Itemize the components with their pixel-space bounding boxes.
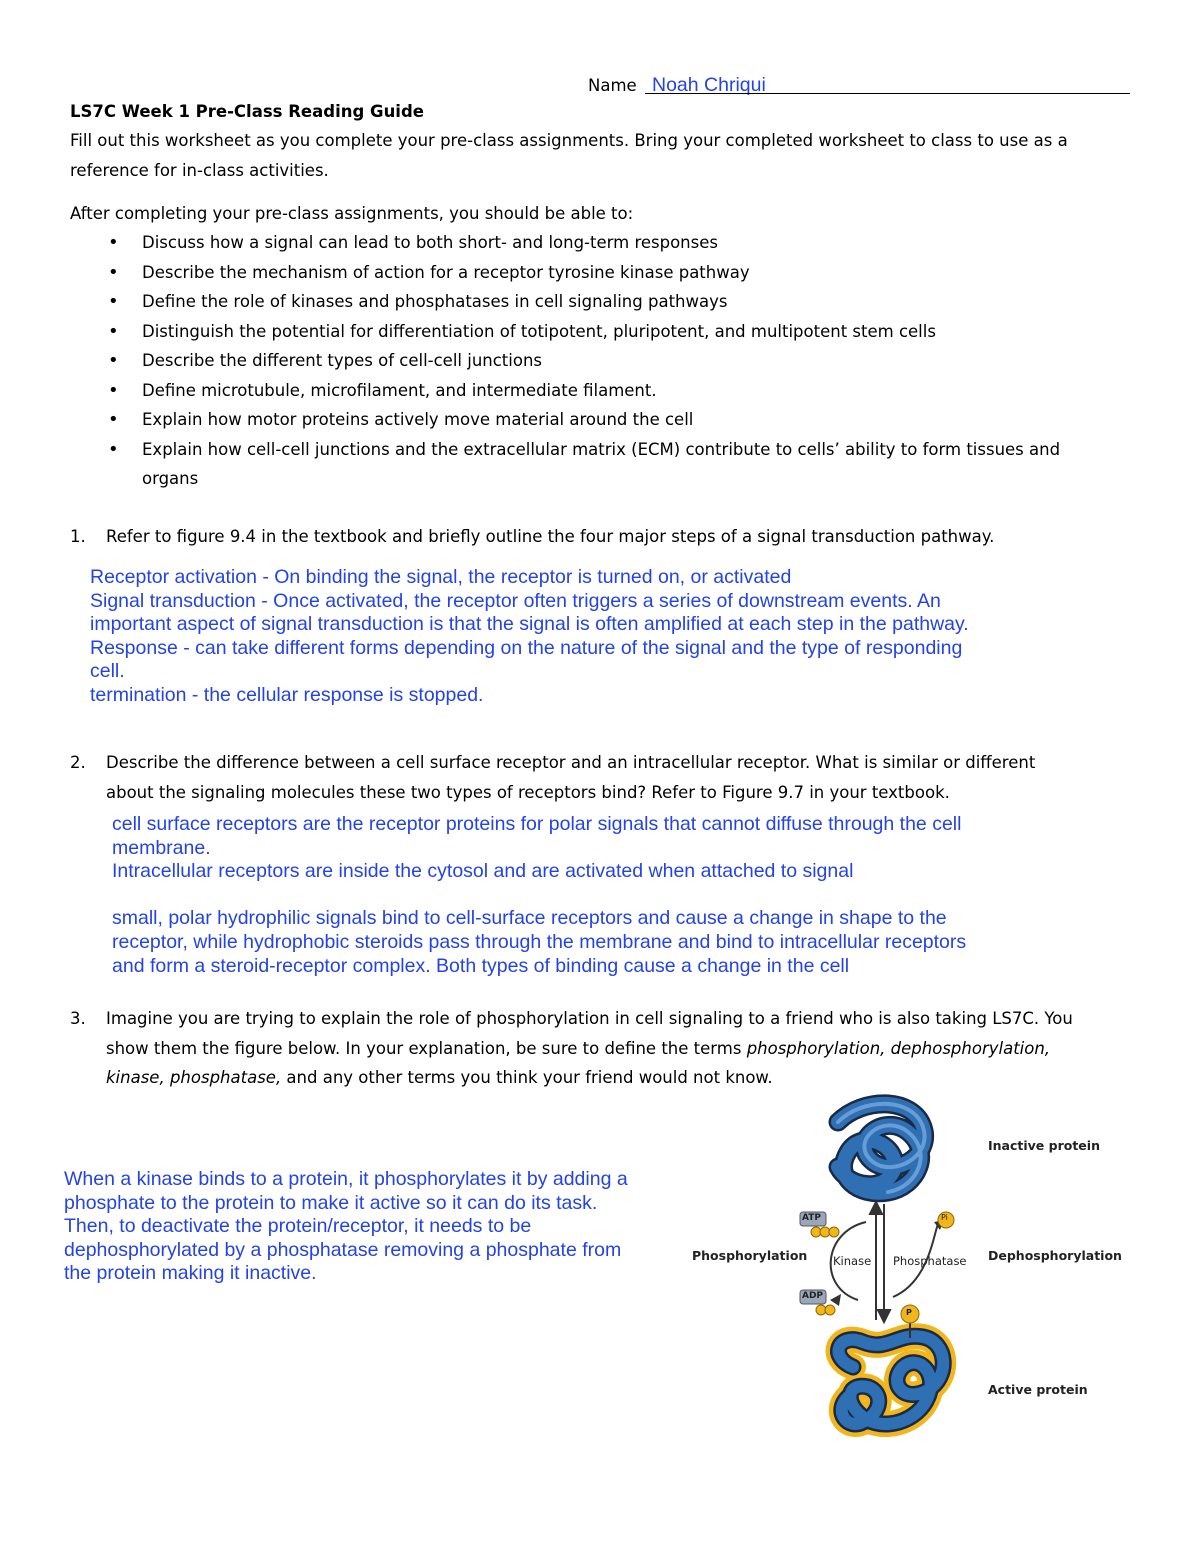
question-3-prompt-line2 xyxy=(106,1034,1150,1064)
question-1-prompt: Refer to figure 9.4 in the textbook and briefly outline the four major steps of a signal transduction pathway. xyxy=(106,527,995,546)
answer-2-line: membrane. xyxy=(112,836,211,859)
answer-2-line xyxy=(112,884,1072,908)
question-2-prompt-line2: about the signaling molecules these two types of receptors bind? Refer to Figure 9.7 in your textbook. xyxy=(106,782,950,802)
answer-2-line: receptor, while hydrophobic steroids pass through the membrane and bind to intracellular receptors xyxy=(112,930,967,953)
reaction-arrows-icon xyxy=(870,1202,890,1322)
question-2-prompt-line1: Describe the difference between a cell surface receptor and an intracellular receptor. What is similar or different xyxy=(106,753,1036,772)
objectives-list xyxy=(70,228,1130,494)
answer-1-line: Signal transduction - Once activated, the receptor often triggers a series of downstream events. An xyxy=(90,589,941,612)
question-3-prompt-line1: Imagine you are trying to explain the role of phosphorylation in cell signaling to a friend who is also taking LS7C. You xyxy=(106,1009,1073,1028)
q3-italic-terms: phosphorylation, dephosphorylation, xyxy=(746,1038,1051,1058)
objective-item: • Discuss how a signal can lead to both short- and long-term responses xyxy=(70,228,1130,258)
answer-3-line: phosphate to the protein to make it active so it can do its task. xyxy=(64,1191,598,1214)
question-2-number: 2. xyxy=(70,753,86,772)
adp-label: ADP xyxy=(802,1291,824,1301)
phosphorylation-label: Phosphorylation xyxy=(692,1248,808,1263)
kinase-label: Kinase xyxy=(833,1254,872,1268)
answer-2-line: and form a steroid-receptor complex. Both types of binding cause a change in the cell xyxy=(112,954,850,977)
q3-text: and any other terms you think your friend would not know. xyxy=(281,1068,773,1087)
answer-2-line: cell surface receptors are the receptor proteins for polar signals that cannot diffuse through the cell xyxy=(112,813,962,835)
objectives-lead: After completing your pre-class assignments, you should be able to: xyxy=(70,204,634,223)
objective-item: • Distinguish the potential for differentiation of totipotent, pluripotent, and multipotent stem cells xyxy=(70,317,1130,347)
answer-3-line: Then, to deactivate the protein/receptor, it needs to be xyxy=(64,1215,532,1238)
objective-item: • Define the role of kinases and phosphatases in cell signaling pathways xyxy=(70,287,1130,317)
answer-1-line: Receptor activation - On binding the signal, the receptor is turned on, or activated xyxy=(90,566,792,588)
q3-italic-terms: kinase, phosphatase, xyxy=(106,1068,282,1087)
inactive-protein-icon xyxy=(838,1104,925,1193)
objective-item: • Explain how cell-cell junctions and the extracellular matrix (ECM) contribute to cells’ ability to form tissues and organs xyxy=(70,435,1130,494)
answer-3-line: When a kinase binds to a protein, it phosphorylates it by adding a xyxy=(64,1168,628,1190)
p-label: P xyxy=(906,1308,912,1317)
q3-text: show them the figure below. In your explanation, be sure to define the terms xyxy=(106,1038,747,1058)
active-protein-icon xyxy=(839,1336,944,1424)
objective-item: • Define microtubule, microfilament, and intermediate filament. xyxy=(70,376,1130,406)
dephosphorylation-label: Dephosphorylation xyxy=(988,1248,1122,1263)
question-3-number: 3. xyxy=(70,1009,86,1028)
adp-arrowhead-icon xyxy=(830,1294,841,1306)
name-underline xyxy=(645,93,1130,94)
question-1 xyxy=(70,522,1140,552)
answer-3[interactable] xyxy=(64,1168,684,1286)
atp-label: ATP xyxy=(802,1213,822,1223)
intro-text: Fill out this worksheet as you complete your pre-class assignments. Bring your completed worksheet to class to use as a reference for in-class activities. xyxy=(70,131,1068,180)
answer-1-line: cell. xyxy=(90,660,125,683)
pi-label: Pi xyxy=(941,1213,948,1222)
objective-item: • Explain how motor proteins actively move material around the cell xyxy=(70,405,1130,435)
question-3-prompt-line3 xyxy=(106,1063,1150,1093)
question-1-number: 1. xyxy=(70,527,86,546)
page-title: LS7C Week 1 Pre-Class Reading Guide xyxy=(70,102,424,121)
answer-1-line: termination - the cellular response is stopped. xyxy=(90,683,484,706)
phosphatase-label: Phosphatase xyxy=(893,1254,967,1268)
question-2 xyxy=(70,748,1140,807)
inactive-protein-label: Inactive protein xyxy=(988,1138,1100,1153)
answer-1-line: Response - can take different forms depending on the nature of the signal and the type of responding xyxy=(90,636,963,659)
answer-2[interactable] xyxy=(112,813,1072,978)
answer-2-line: Intracellular receptors are inside the cytosol and are activated when attached to signal xyxy=(112,860,854,883)
name-label: Name xyxy=(588,76,637,95)
answer-3-line: the protein making it inactive. xyxy=(64,1262,317,1285)
active-protein-label: Active protein xyxy=(988,1382,1088,1397)
question-3 xyxy=(70,1004,1150,1093)
answer-2-line: small, polar hydrophilic signals bind to cell-surface receptors and cause a change in shape to the xyxy=(112,907,947,930)
answer-1[interactable] xyxy=(90,566,1050,708)
answer-1-line: important aspect of signal transduction is that the signal is often amplified at each step in the pathway. xyxy=(90,613,969,636)
name-value[interactable]: Noah Chriqui xyxy=(652,74,766,96)
objective-item: • Describe the mechanism of action for a receptor tyrosine kinase pathway xyxy=(70,258,1130,288)
answer-3-line: dephosphorylated by a phosphatase removing a phosphate from xyxy=(64,1238,622,1261)
phosphorylation-figure xyxy=(688,1092,1128,1452)
objective-item: • Describe the different types of cell-cell junctions xyxy=(70,346,1130,376)
